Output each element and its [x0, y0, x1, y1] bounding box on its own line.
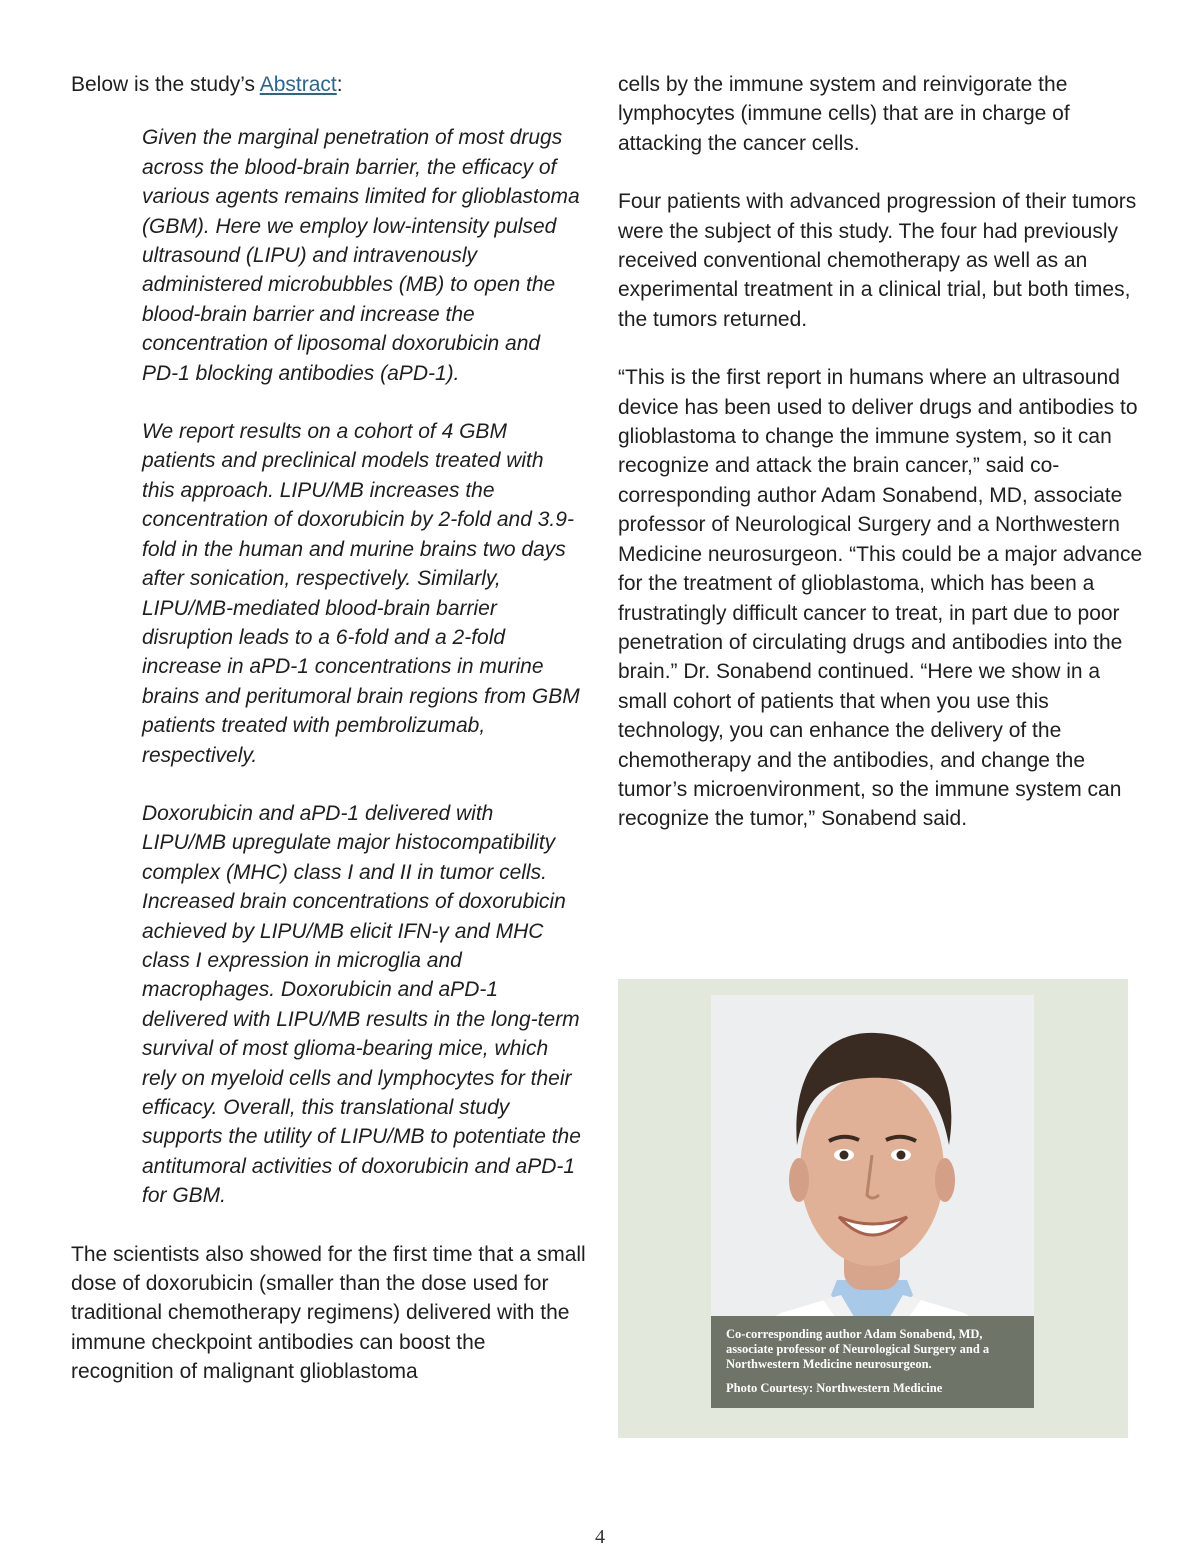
caption-text: Co-corresponding author Adam Sonabend, MD, associate professor of Neurological Surgery and a Northwestern Medicine neurosurgeon.: [726, 1327, 990, 1371]
body-paragraph: The scientists also showed for the first time that a small dose of doxorubicin (smaller than the dose used for traditional chemotherapy regimens) delivered with the immune checkpoint antibodies can boost the recognition of malignant glioblastoma: [71, 1242, 586, 1384]
abstract-quote: [142, 123, 582, 1210]
body-paragraph: cells by the immune system and reinvigorate the lymphocytes (immune cells) that are in charge of attacking the cancer cells.: [618, 73, 1070, 155]
figure-panel: [618, 979, 1128, 1438]
photo-credit: Photo Courtesy: Northwestern Medicine: [726, 1381, 943, 1395]
abstract-link[interactable]: Abstract: [259, 73, 337, 96]
quote-paragraph: “This is the first report in humans where an ultrasound device has been used to deliver drugs and antibodies to glioblastoma to change the immune system, so it can recognize and attack the brain cancer,” said co-corresponding author Adam Sonabend, MD, associate professor of Neurological Surgery and a Northwestern Medicine neurosurgeon. “This could be a major advance for the treatment of glioblastoma, which has been a frustratingly difficult cancer to treat, in part due to poor penetration of circulating drugs and antibodies into the brain.” Dr. Sonabend continued. “Here we show in a small cohort of patients that when you use this technology, you can enhance the delivery of the chemotherapy and the antibodies, and change the tumor’s microenvironment, so the immune system can recognize the tumor,” Sonabend said.: [618, 366, 1143, 831]
page-number: 4: [595, 1526, 605, 1548]
abstract-paragraph: We report results on a cohort of 4 GBM patients and preclinical models treated with this approach. LIPU/MB increases the concentration of doxorubicin by 2-fold and 3.9-fold in the human and murine brains two days after sonication, respectively. Similarly, LIPU/MB-mediated blood-brain barrier disruption leads to a 6-fold and a 2-fold increase in aPD-1 concentrations in murine brains and peritumoral brain regions from GBM patients treated with pembrolizumab, respectively.: [142, 420, 580, 767]
body-paragraph: Four patients with advanced progression of their tumors were the subject of this study. The four had previously received conventional chemotherapy as well as an experimental treatment in a clinical trial, but both times, the tumors returned.: [618, 190, 1137, 331]
left-column: [71, 70, 591, 1387]
abstract-paragraph: Doxorubicin and aPD-1 delivered with LIPU/MB upregulate major histocompatibility complex (MHC) class I and II in tumor cells. Increased brain concentrations of doxorubicin achieved by LIPU/MB elicit IFN-γ and MHC class I expression in microglia and macrophages. Doxorubicin and aPD-1 delivered with LIPU/MB results in the long-term survival of most glioma-bearing mice, which rely on myeloid cells and lymphocytes for their efficacy. Overall, this translational study supports the utility of LIPU/MB to potentiate the antitumoral activities of doxorubicin and aPD-1 for GBM.: [142, 801, 581, 1208]
portrait-photo: [711, 995, 1034, 1408]
photo-caption: [711, 1316, 1034, 1408]
abstract-intro: Below is the study’s Abstract:: [71, 73, 343, 96]
abstract-paragraph: Given the marginal penetration of most drugs across the blood-brain barrier, the efficacy of various agents remains limited for glioblastoma (GBM). Here we employ low-intensity pulsed ultrasound (LIPU) and intravenously administered microbubbles (MB) to open the blood-brain barrier and increase the concentration of liposomal doxorubicin and PD-1 blocking antibodies (aPD-1).: [142, 126, 580, 385]
right-column: [618, 70, 1148, 863]
